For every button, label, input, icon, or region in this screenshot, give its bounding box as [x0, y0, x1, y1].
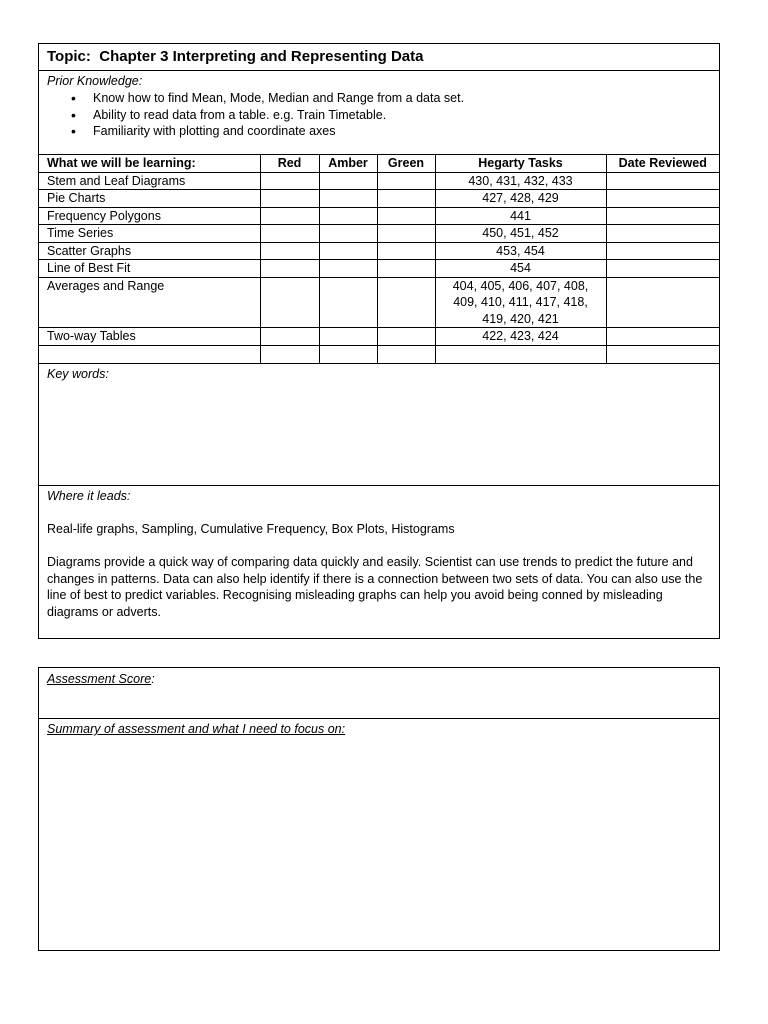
- row-topic: Line of Best Fit: [39, 260, 260, 278]
- key-words-label: Key words:: [47, 366, 109, 381]
- red-cell[interactable]: [260, 328, 319, 346]
- header-hegarty-tasks: Hegarty Tasks: [435, 155, 606, 172]
- row-topic: Time Series: [39, 225, 260, 243]
- green-cell[interactable]: [377, 345, 435, 363]
- date-reviewed-cell[interactable]: [606, 242, 719, 260]
- row-tasks: 453, 454: [435, 242, 606, 260]
- date-reviewed-cell[interactable]: [606, 190, 719, 208]
- row-topic: Scatter Graphs: [39, 242, 260, 260]
- header-amber: Amber: [319, 155, 377, 172]
- amber-cell[interactable]: [319, 207, 377, 225]
- amber-cell[interactable]: [319, 260, 377, 278]
- topic-overview-box: [38, 43, 720, 639]
- amber-cell[interactable]: [319, 172, 377, 190]
- green-cell[interactable]: [377, 328, 435, 346]
- row-tasks: [435, 277, 606, 328]
- assessment-score-label: Assessment Score: [47, 672, 152, 686]
- row-topic: Averages and Range: [39, 277, 260, 328]
- table-row: [39, 242, 719, 260]
- green-cell[interactable]: [377, 207, 435, 225]
- row-tasks-line: 404, 405, 406, 407, 408,: [452, 278, 589, 293]
- red-cell[interactable]: [260, 190, 319, 208]
- topic-title: Chapter 3 Interpreting and Representing Data: [99, 48, 424, 65]
- amber-cell[interactable]: [319, 277, 377, 328]
- date-reviewed-cell[interactable]: [606, 328, 719, 346]
- green-cell[interactable]: [377, 260, 435, 278]
- where-it-leads-description: Diagrams provide a quick way of comparing data quickly and easily. Scientist can use trends to predict the future and changes in patterns. Data can also help identify if there is a connection between two sets of data. You can also use the line of best to predict variables. Recognising misleading graphs can help you avoid being conned by misleading diagrams or adverts.: [47, 555, 703, 619]
- topic-header: [39, 44, 719, 71]
- amber-cell[interactable]: [319, 190, 377, 208]
- row-topic: Two-way Tables: [39, 328, 260, 346]
- green-cell[interactable]: [377, 277, 435, 328]
- table-row: [39, 172, 719, 190]
- table-row: [39, 260, 719, 278]
- topic-label: Topic:: [47, 48, 91, 65]
- date-reviewed-cell[interactable]: [606, 277, 719, 328]
- table-row: [39, 207, 719, 225]
- row-tasks: 427, 428, 429: [435, 190, 606, 208]
- prior-knowledge-label: Prior Knowledge:: [47, 74, 143, 88]
- key-words-section[interactable]: [39, 364, 719, 486]
- assessment-summary-label: Summary of assessment and what I need to focus on:: [47, 722, 346, 736]
- row-tasks: 450, 451, 452: [435, 225, 606, 243]
- amber-cell[interactable]: [319, 345, 377, 363]
- amber-cell[interactable]: [319, 242, 377, 260]
- header-red: Red: [260, 155, 319, 172]
- red-cell[interactable]: [260, 172, 319, 190]
- row-topic: Frequency Polygons: [39, 207, 260, 225]
- amber-cell[interactable]: [319, 328, 377, 346]
- header-date-reviewed: Date Reviewed: [606, 155, 719, 172]
- where-it-leads-topics: Real-life graphs, Sampling, Cumulative Frequency, Box Plots, Histograms: [47, 521, 455, 536]
- assessment-score-section[interactable]: [39, 668, 719, 719]
- date-reviewed-cell[interactable]: [606, 207, 719, 225]
- red-cell[interactable]: [260, 277, 319, 328]
- row-tasks-line: 419, 420, 421: [482, 311, 559, 326]
- empty-cell[interactable]: [435, 345, 606, 363]
- header-learning: What we will be learning:: [39, 155, 260, 172]
- green-cell[interactable]: [377, 190, 435, 208]
- header-green: Green: [377, 155, 435, 172]
- table-row-empty: [39, 345, 719, 363]
- prior-knowledge-section: [39, 71, 719, 155]
- red-cell[interactable]: [260, 242, 319, 260]
- green-cell[interactable]: [377, 242, 435, 260]
- row-tasks: 454: [435, 260, 606, 278]
- row-tasks: 441: [435, 207, 606, 225]
- red-cell[interactable]: [260, 207, 319, 225]
- row-topic: Stem and Leaf Diagrams: [39, 172, 260, 190]
- assessment-score-colon: :: [151, 672, 155, 686]
- red-cell[interactable]: [260, 260, 319, 278]
- table-row: [39, 277, 719, 328]
- row-tasks: 430, 431, 432, 433: [435, 172, 606, 190]
- date-reviewed-cell[interactable]: [606, 225, 719, 243]
- prior-knowledge-item: • Familiarity with plotting and coordinate axes: [93, 123, 711, 140]
- amber-cell[interactable]: [319, 225, 377, 243]
- table-row: [39, 190, 719, 208]
- assessment-summary-section[interactable]: [39, 719, 719, 737]
- date-reviewed-cell[interactable]: [606, 172, 719, 190]
- assessment-box: [38, 667, 720, 951]
- table-row: [39, 225, 719, 243]
- table-row: [39, 328, 719, 346]
- where-it-leads-section: [39, 486, 719, 621]
- green-cell[interactable]: [377, 225, 435, 243]
- red-cell[interactable]: [260, 225, 319, 243]
- green-cell[interactable]: [377, 172, 435, 190]
- empty-cell[interactable]: [39, 345, 260, 363]
- date-reviewed-cell[interactable]: [606, 260, 719, 278]
- red-cell[interactable]: [260, 345, 319, 363]
- row-topic: Pie Charts: [39, 190, 260, 208]
- row-tasks-line: 409, 410, 411, 417, 418,: [453, 295, 588, 309]
- learning-table: [39, 155, 719, 364]
- prior-knowledge-item: • Ability to read data from a table. e.g. Train Timetable.: [93, 107, 711, 124]
- where-it-leads-label: Where it leads:: [47, 488, 131, 503]
- date-reviewed-cell[interactable]: [606, 345, 719, 363]
- learning-table-header-row: [39, 155, 719, 172]
- row-tasks: 422, 423, 424: [435, 328, 606, 346]
- prior-knowledge-item: • Know how to find Mean, Mode, Median and Range from a data set.: [93, 90, 711, 107]
- prior-knowledge-list: [47, 90, 711, 140]
